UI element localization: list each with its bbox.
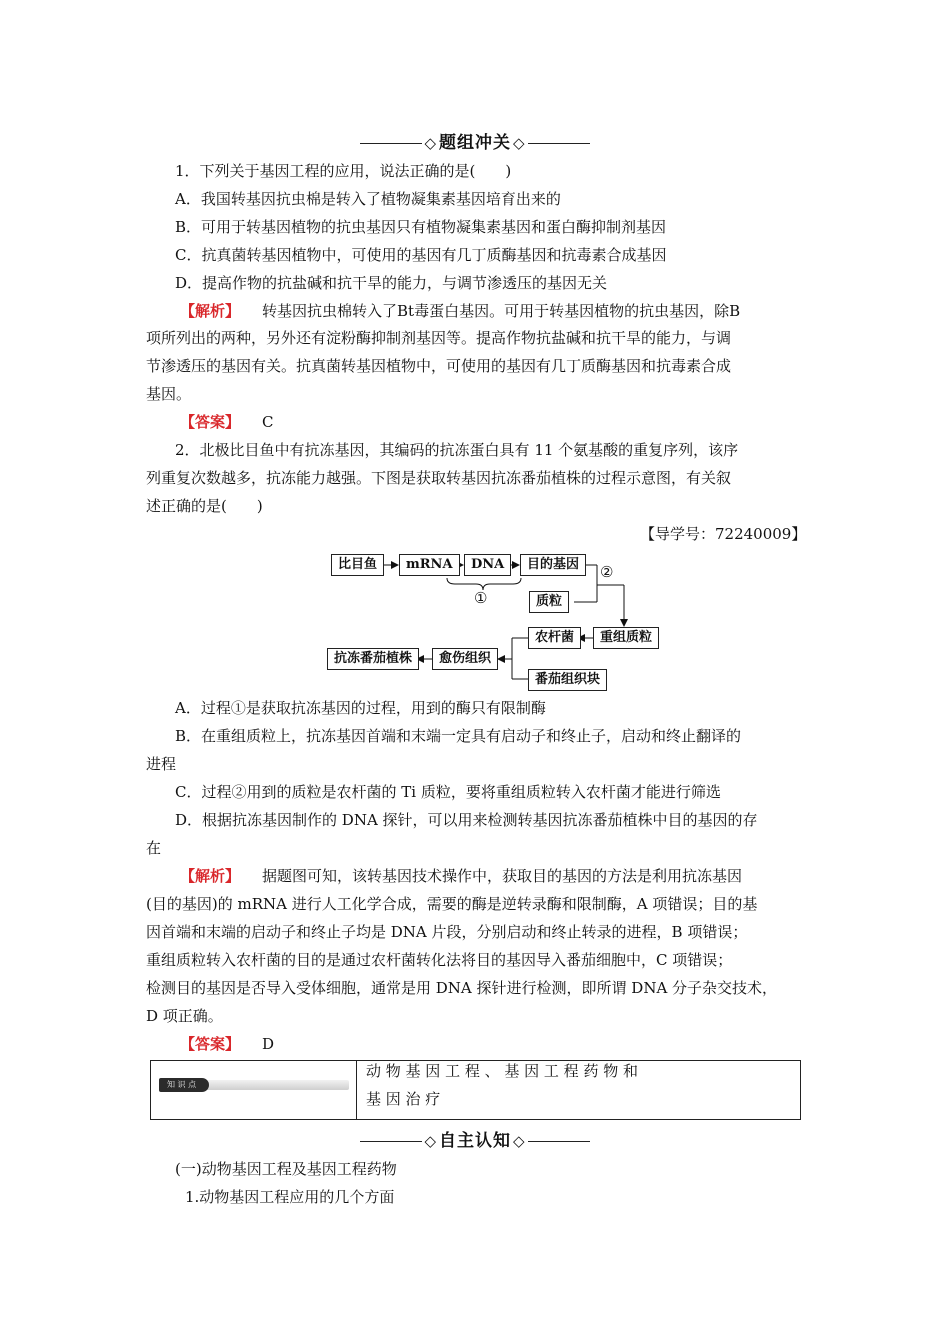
q2-stem-line: 列重复次数越多，抗冻能力越强。下图是获取转基因抗冻番茄植株的过程示意图，有关叙	[146, 469, 732, 487]
node-recomb-plasmid: 重组质粒	[593, 627, 659, 649]
q1-option-a: A．我国转基因抗虫棉是转入了植物凝集素基因培育出来的	[175, 190, 561, 208]
knowledge-point-box	[150, 1060, 801, 1120]
header-rule-left	[360, 1141, 422, 1142]
q2-analysis-first	[180, 866, 742, 886]
node-fish: 比目鱼	[331, 554, 384, 576]
q1-option-c: C．抗真菌转基因植物中，可使用的基因有几丁质酶基因和抗毒素合成基因	[175, 246, 667, 264]
answer-label: 【答案】	[180, 413, 241, 431]
guide-number: 【导学号：72240009】	[640, 525, 807, 543]
q2-analysis-line: 据题图可知，该转基因技术操作中，获取目的基因的方法是利用抗冻基因	[262, 867, 743, 885]
answer-label: 【答案】	[180, 1035, 241, 1053]
q1-analysis-line: 基因。	[146, 385, 192, 403]
diamond-icon: ◇	[424, 134, 437, 152]
diamond-icon: ◇	[424, 1132, 437, 1150]
diamond-icon: ◇	[513, 134, 526, 152]
kp-tag	[159, 1078, 209, 1092]
q2-analysis-line: 因首端和末端的启动子和终止子均是 DNA 片段，分别启动和终止转录的进程，B 项错误；	[146, 923, 748, 941]
q1-stem: 1．下列关于基因工程的应用，说法正确的是( )	[175, 162, 512, 180]
header-title: 自主认知	[439, 1131, 511, 1151]
subsection-title: (一)动物基因工程及基因工程药物	[175, 1160, 397, 1178]
kp-title-line: 基 因 治 疗	[366, 1090, 441, 1108]
subsection-item: 1.动物基因工程应用的几个方面	[185, 1188, 395, 1206]
q2-analysis-line: (目的基因)的 mRNA 进行人工化学合成，需要的酶是逆转录酶和限制酶，A 项错误；目的基	[146, 895, 758, 913]
q2-option-c: C．过程②用到的质粒是农杆菌的 Ti 质粒，要将重组质粒转入农杆菌才能进行筛选	[175, 783, 721, 801]
answer-value: C	[262, 413, 274, 431]
q2-option-a: A．过程①是获取抗冻基因的过程，用到的酶只有限制酶	[175, 699, 546, 717]
diamond-icon: ◇	[513, 1132, 526, 1150]
q2-option-b: B．在重组质粒上，抗冻基因首端和末端一定具有启动子和终止子，启动和终止翻译的	[175, 727, 742, 745]
q2-option-d: D．根据抗冻基因制作的 DNA 探针，可以用来检测转基因抗冻番茄植株中目的基因的存	[175, 811, 758, 829]
header-rule-right	[528, 1141, 590, 1142]
q1-analysis-line: 转基因抗虫棉转入了Bt毒蛋白基因。可用于转基因植物的抗虫基因，除B	[262, 302, 741, 320]
q2-analysis-line: 重组质粒转入农杆菌的目的是通过农杆菌转化法将目的基因导入番茄细胞中，C 项错误；	[146, 951, 733, 969]
q1-analysis-line: 项所列出的两种，另外还有淀粉酶抑制剂基因等。提高作物抗盐碱和抗干旱的能力，与调	[146, 329, 732, 347]
q2-stem-line: 述正确的是( )	[146, 497, 263, 515]
node-tomato-tissue: 番茄组织块	[528, 669, 607, 691]
analysis-label: 【解析】	[180, 302, 241, 320]
q2-stem-line: 2．北极比目鱼中有抗冻基因，其编码的抗冻蛋白具有 11 个氨基酸的重复序列，该序	[175, 441, 739, 459]
answer-value: D	[262, 1035, 275, 1053]
step1-label: ①	[474, 589, 488, 607]
node-mrna: mRNA	[399, 554, 460, 576]
section-header-self-study	[0, 1126, 950, 1151]
header-title: 题组冲关	[439, 133, 511, 153]
q1-option-d: D．提高作物的抗盐碱和抗干旱的能力，与调节渗透压的基因无关	[175, 274, 608, 292]
q2-analysis-line: 检测目的基因是否导入受体细胞，通常是用 DNA 探针进行检测，即所谓 DNA 分子杂交技术，	[146, 979, 778, 997]
q1-option-b: B．可用于转基因植物的抗虫基因只有植物凝集素基因和蛋白酶抑制剂基因	[175, 218, 667, 236]
q2-analysis-line: D 项正确。	[146, 1007, 223, 1025]
node-callus: 愈伤组织	[432, 648, 498, 670]
node-dna: DNA	[464, 554, 511, 576]
q2-option-d-cont: 在	[146, 839, 162, 857]
analysis-label: 【解析】	[180, 867, 241, 885]
kp-tag-text: 知 识 点	[167, 1080, 197, 1089]
node-plant: 抗冻番茄植株	[327, 648, 419, 670]
kp-tag-area	[151, 1061, 357, 1119]
kp-title-line: 动 物 基 因 工 程 、 基 因 工 程 药 物 和	[366, 1062, 638, 1080]
q2-answer	[180, 1034, 274, 1054]
node-agrobacterium: 农杆菌	[528, 627, 581, 649]
q2-option-b-cont: 进程	[146, 755, 177, 773]
node-target-gene: 目的基因	[520, 554, 586, 576]
step2-label: ②	[600, 563, 614, 581]
q1-analysis-line: 节渗透压的基因有关。抗真菌转基因植物中，可使用的基因有几丁质酶基因和抗毒素合成	[146, 357, 732, 375]
node-plasmid: 质粒	[529, 591, 569, 613]
